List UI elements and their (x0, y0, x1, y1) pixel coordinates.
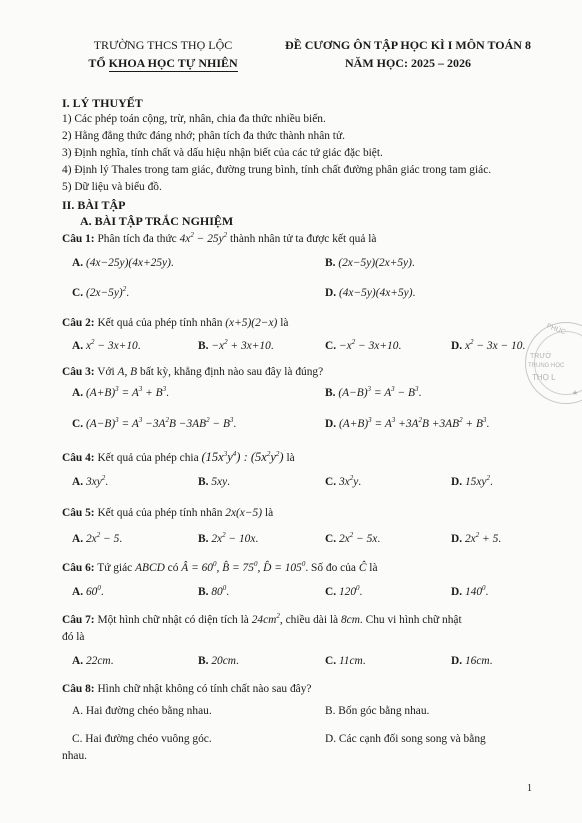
page-number: 1 (527, 783, 532, 794)
question-5-option-c: C. $2x^2 - 5x$. (325, 531, 381, 545)
question-3 (62, 366, 323, 378)
question-7-option-d: D. 16cm. (451, 655, 493, 667)
question-6-option-d: D. $140^0$. (451, 584, 489, 598)
question-2-text: Kết quả của phép tính nhân (97, 317, 223, 329)
question-2-option-a: A. $x^2 - 3x+10$. (72, 338, 141, 352)
department-rest: KHOA HỌC TỰ NHIÊN (108, 56, 238, 70)
school-name: TRƯỜNG THCS THỌ LỘC (93, 38, 233, 52)
question-8-option-d: D. Các cạnh đối song song và bằng (325, 733, 486, 745)
exercises-heading: II. BÀI TẬP (62, 198, 126, 212)
question-7-option-c: C. 11cm. (325, 655, 366, 667)
question-1-expression: $4x^2 - 25y^2$ (179, 231, 228, 245)
question-5 (62, 507, 273, 519)
question-3-option-c: C. $(A-B)^3 = A^3 -3A^2B -3AB^2 - B^3$. (72, 416, 237, 430)
question-2-text-end: là (280, 317, 289, 329)
question-6-option-a: A. $60^0$. (72, 584, 104, 598)
theory-item-1: 1) Các phép toán cộng, trừ, nhân, chia đa thức nhiều biến. (62, 113, 326, 125)
stamp-star-icon: ★ (572, 390, 579, 397)
question-6-angles: Â = $60^0$, B̂ = $75^0$, D̂ = $105^0$ (181, 560, 306, 574)
question-7-text-end: . Chu vi hình chữ nhật (359, 614, 462, 626)
question-4-expression: $(15x^3y^4)$ : $(5x^2y^2)$ (201, 449, 284, 464)
question-7-option-b: B. 20cm. (198, 655, 239, 667)
multiple-choice-heading: A. BÀI TẬP TRẮC NGHIỆM (80, 214, 234, 228)
question-4-option-b: B. 5xy. (198, 476, 230, 488)
question-1-label: Câu 1: (62, 233, 95, 245)
theory-item-2: 2) Hằng đẳng thức đáng nhớ; phân tích đa thức thành nhân tử. (62, 130, 345, 142)
question-7-text: Một hình chữ nhật có diện tích là (97, 614, 249, 626)
question-7-label: Câu 7: (62, 614, 95, 626)
question-5-expression: 2x(x−5) (225, 507, 263, 519)
question-8-label: Câu 8: (62, 683, 95, 695)
stamp-fragment-3: TRUNG HỌC (528, 363, 565, 369)
question-4-label: Câu 4: (62, 452, 95, 464)
question-2-option-c: C. $-x^2 - 3x+10$. (325, 338, 402, 352)
question-3-label: Câu 3: (62, 366, 95, 378)
department-name (72, 56, 254, 71)
school-stamp (525, 322, 582, 404)
question-6-text-mid: . Số đo của (305, 562, 356, 574)
question-8-option-b: B. Bốn góc bằng nhau. (325, 705, 430, 717)
question-8 (62, 683, 311, 695)
theory-item-4: 4) Định lý Thales trong tam giác, đường trung bình, tính chất đường phân giác trong tam giác. (62, 164, 492, 176)
question-2 (62, 317, 288, 329)
question-5-label: Câu 5: (62, 507, 95, 519)
department-prefix: TỔ (88, 56, 109, 70)
question-6: Câu 6: Tứ giác ABCD có Â = $60^0$, B̂ = $75^0$, D̂ = $105^0$. Số đo của Ĉ là (62, 560, 378, 574)
question-5-text: Kết quả của phép tính nhân (97, 507, 223, 519)
question-4-option-a: A. $3xy^2$. (72, 474, 109, 488)
question-1-option-c: C. $(2x-5y)^2$. (72, 285, 130, 299)
question-8-option-d-continued: nhau. (62, 750, 87, 762)
question-7-area: $24cm^2$ (251, 612, 280, 626)
stamp-fragment-4: THỌ L (532, 373, 556, 382)
question-6-option-c: C. $120^0$. (325, 584, 363, 598)
question-1-text: Phân tích đa thức (97, 233, 177, 245)
question-6-text-end: là (369, 562, 378, 574)
question-1 (62, 233, 377, 245)
theory-item-3: 3) Định nghĩa, tính chất và dấu hiệu nhận biết của các tứ giác đặc biệt. (62, 147, 383, 159)
question-3-option-a: A. $(A+B)^3 = A^3 + B^3$. (72, 385, 169, 399)
question-8-option-c: C. Hai đường chéo vuông góc. (72, 733, 212, 745)
question-5-option-b: B. $2x^2 - 10x$. (198, 531, 259, 545)
question-4 (62, 450, 295, 465)
question-2-label: Câu 2: (62, 317, 95, 329)
question-7-line-2: đó là (62, 631, 85, 643)
question-6-angle-c: Ĉ (358, 562, 367, 574)
question-1-option-a: A. (4x−25y)(4x+25y). (72, 257, 174, 269)
question-6-option-b: B. $80^0$. (198, 584, 230, 598)
theory-item-5: 5) Dữ liệu và biểu đồ. (62, 181, 162, 193)
theory-heading: I. LÝ THUYẾT (62, 96, 143, 110)
question-4-option-c: C. $3x^2y$. (325, 474, 362, 488)
stamp-fragment-1: PHÚC (545, 322, 567, 337)
question-4-option-d: D. $15xy^2$. (451, 474, 493, 488)
question-5-option-a: A. $2x^2 - 5$. (72, 531, 123, 545)
question-1-option-b: B. (2x−5y)(2x+5y). (325, 257, 415, 269)
question-5-option-d: D. $2x^2 + 5$. (451, 531, 502, 545)
question-3-option-d: D. $(A+B)^3 = A^3 +3A^2B +3AB^2 + B^3$. (325, 416, 490, 430)
question-3-variables: A, B (117, 366, 138, 378)
question-6-expression: ABCD (135, 562, 165, 574)
question-1-option-d: D. (4x−5y)(4x+5y). (325, 287, 416, 299)
question-4-text-end: là (286, 452, 295, 464)
question-7-text-mid: , chiều dài là (279, 614, 339, 626)
school-year: NĂM HỌC: 2025 – 2026 (345, 56, 471, 70)
question-3-option-b: B. $(A-B)^3 = A^3 - B^3$. (325, 385, 422, 399)
question-7-option-a: A. 22cm. (72, 655, 114, 667)
question-2-option-b: B. $-x^2 + 3x+10$. (198, 338, 274, 352)
question-7-length: 8cm (340, 614, 360, 626)
question-7 (62, 614, 462, 626)
question-1-text-end: thành nhân tử ta được kết quả là (230, 233, 377, 245)
question-3-text-end: bất kỳ, khẳng định nào sau đây là đúng? (140, 366, 324, 378)
question-5-text-end: là (264, 507, 274, 519)
question-4-text: Kết quả của phép chia (97, 452, 199, 464)
question-8-option-a: A. Hai đường chéo bằng nhau. (72, 705, 212, 717)
question-6-label: Câu 6: (62, 562, 95, 574)
stamp-fragment-2: TRƯỜ (530, 353, 552, 360)
question-2-expression: (x+5)(2−x) (225, 317, 278, 329)
document-title: ĐỀ CƯƠNG ÔN TẬP HỌC KÌ I MÔN TOÁN 8 (285, 38, 531, 52)
question-2-option-d: D. $x^2 - 3x - 10$. (451, 338, 526, 352)
question-6-text: Tứ giác (97, 562, 133, 574)
question-3-text: Với (97, 366, 115, 378)
question-8-text: Hình chữ nhật không có tính chất nào sau đây? (97, 683, 312, 695)
